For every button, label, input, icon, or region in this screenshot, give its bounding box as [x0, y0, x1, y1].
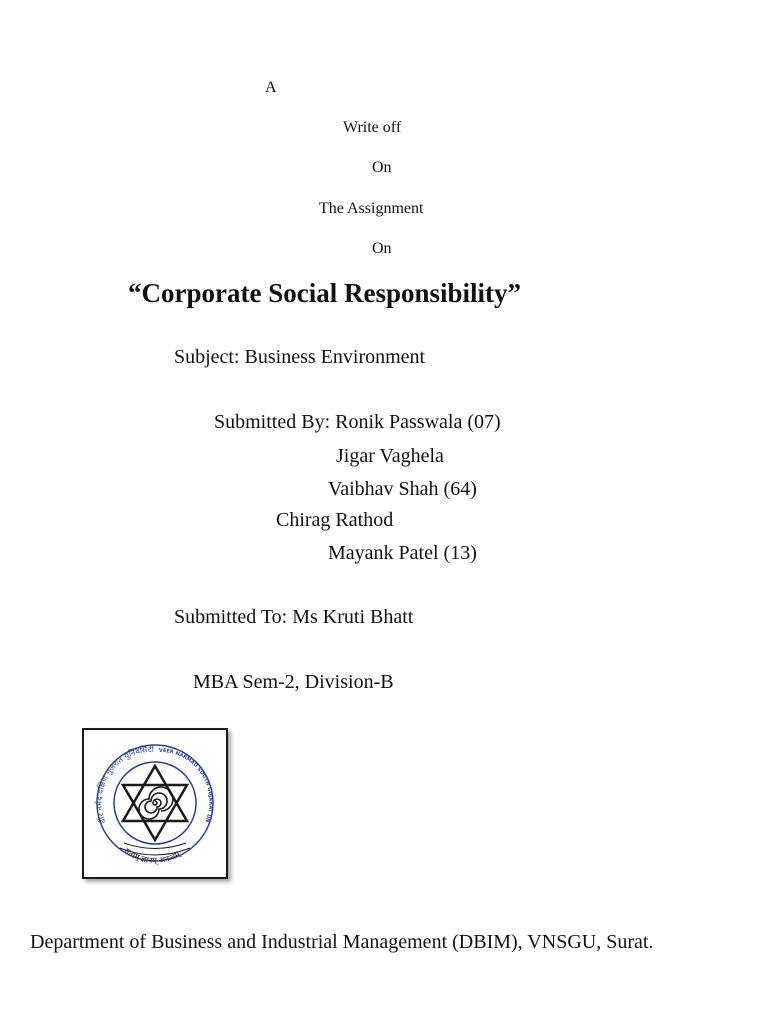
submitted-by-line: Submitted By: Ronik Passwala (07) [214, 411, 501, 433]
submitted-to-line: Submitted To: Ms Kruti Bhatt [174, 606, 414, 628]
team-member: Chirag Rathod [276, 509, 394, 531]
team-member: Jigar Vaghela [336, 445, 444, 467]
seal-text-right: VEER NARMAD SOUTH GUJARAT UN [158, 747, 214, 824]
university-seal-icon [84, 730, 226, 877]
cover-line-assignment: The Assignment [319, 200, 424, 217]
cover-line-on-first: On [372, 159, 392, 176]
document-title: “Corporate Social Responsibility” [128, 278, 522, 308]
subject-line: Subject: Business Environment [174, 346, 426, 368]
cover-line-a: A [265, 79, 277, 96]
program-line: MBA Sem-2, Division-B [193, 671, 394, 693]
team-member: Vaibhav Shah (64) [328, 478, 477, 500]
department-footer: Department of Business and Industrial Management (DBIM), VNSGU, Surat. [30, 931, 654, 953]
cover-line-on-second: On [372, 240, 392, 257]
team-member: Mayank Patel (13) [328, 542, 477, 564]
university-logo [82, 728, 228, 879]
seal-motto: सत्यम् ज्ञानम् अनन्तम् [122, 845, 182, 866]
seal-text-left: वीर नर्मद दक्षिण गुजरात युनिवर्सिटी [94, 744, 154, 825]
cover-line-write-off: Write off [343, 119, 402, 136]
